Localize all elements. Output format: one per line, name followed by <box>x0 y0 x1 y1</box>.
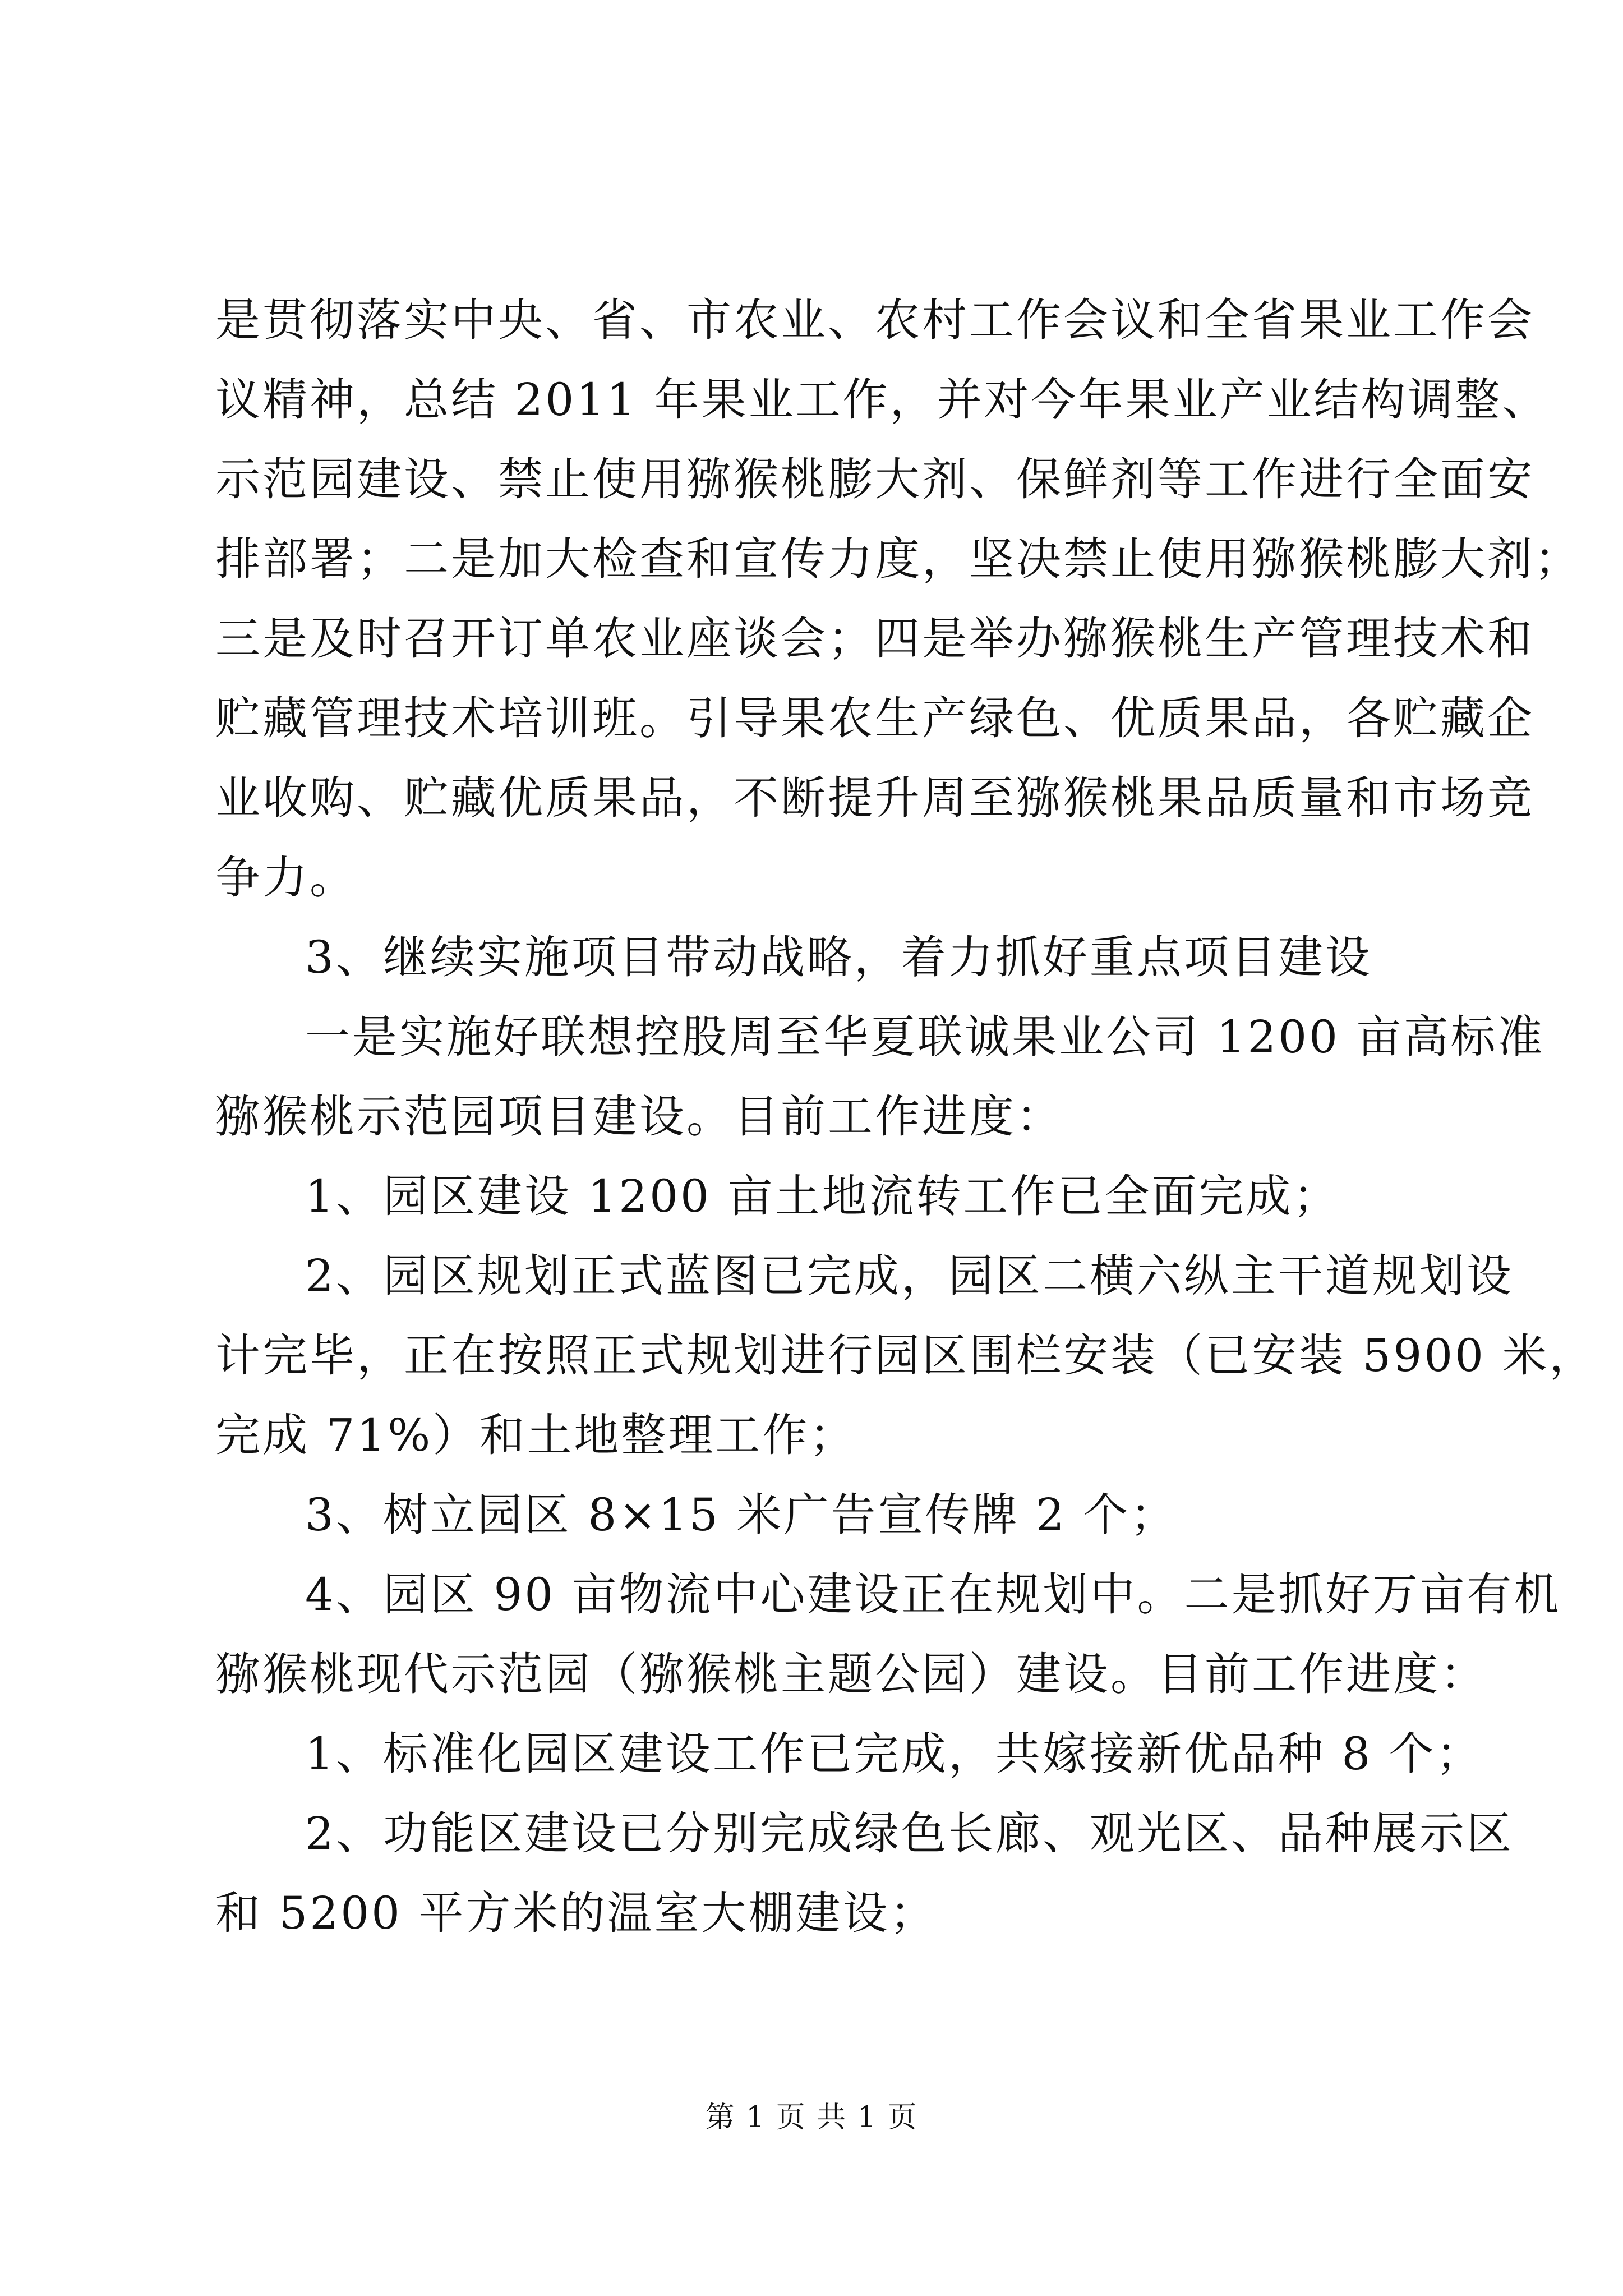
text-line: 业收购、贮藏优质果品，不断提升周至猕猴桃果品质量和市场竞 <box>215 772 1534 824</box>
list-item: 1、园区建设 1200 亩土地流转工作已全面完成； <box>305 1170 1340 1222</box>
text-line: 猕猴桃现代示范园（猕猴桃主题公园）建设。目前工作进度： <box>215 1648 1487 1700</box>
list-item: 4、园区 90 亩物流中心建设正在规划中。二是抓好万亩有机 <box>305 1568 1561 1621</box>
text-line: 排部署；二是加大检查和宣传力度，坚决禁止使用猕猴桃膨大剂； <box>215 533 1581 585</box>
text-line: 计完毕，正在按照正式规划进行园区围栏安装（已安装 5900 米， <box>215 1329 1597 1382</box>
text-line: 示范园建设、禁止使用猕猴桃膨大剂、保鲜剂等工作进行全面安 <box>215 453 1534 505</box>
list-item: 2、园区规划正式蓝图已完成，园区二横六纵主干道规划设 <box>305 1250 1514 1302</box>
text-line: 贮藏管理技术培训班。引导果农生产绿色、优质果品，各贮藏企 <box>215 692 1534 744</box>
text-line: 一是实施好联想控股周至华夏联诚果业公司 1200 亩高标准 <box>305 1011 1545 1063</box>
page-footer: 第 1 页 共 1 页 <box>705 2101 918 2134</box>
text-line: 是贯彻落实中央、省、市农业、农村工作会议和全省果业工作会 <box>215 294 1534 346</box>
list-item: 3、树立园区 8×15 米广告宣传牌 2 个； <box>305 1489 1178 1541</box>
text-line: 猕猴桃示范园项目建设。目前工作进度： <box>215 1091 1063 1143</box>
document-body <box>215 280 1597 1953</box>
list-item: 2、功能区建设已分别完成绿色长廊、观光区、品种展示区 <box>305 1807 1514 1860</box>
text-line: 完成 71%）和土地整理工作； <box>215 1409 857 1461</box>
text-line: 争力。 <box>215 852 357 904</box>
text-line: 三是及时召开订单农业座谈会；四是举办猕猴桃生产管理技术和 <box>215 613 1534 665</box>
section-heading: 3、继续实施项目带动战略，着力抓好重点项目建设 <box>305 931 1372 983</box>
text-line: 议精神，总结 2011 年果业工作，并对今年果业产业结构调整、 <box>215 374 1550 426</box>
list-item: 1、标准化园区建设工作已完成，共嫁接新优品种 8 个； <box>305 1728 1483 1780</box>
text-line: 和 5200 平方米的温室大棚建设； <box>215 1887 937 1939</box>
